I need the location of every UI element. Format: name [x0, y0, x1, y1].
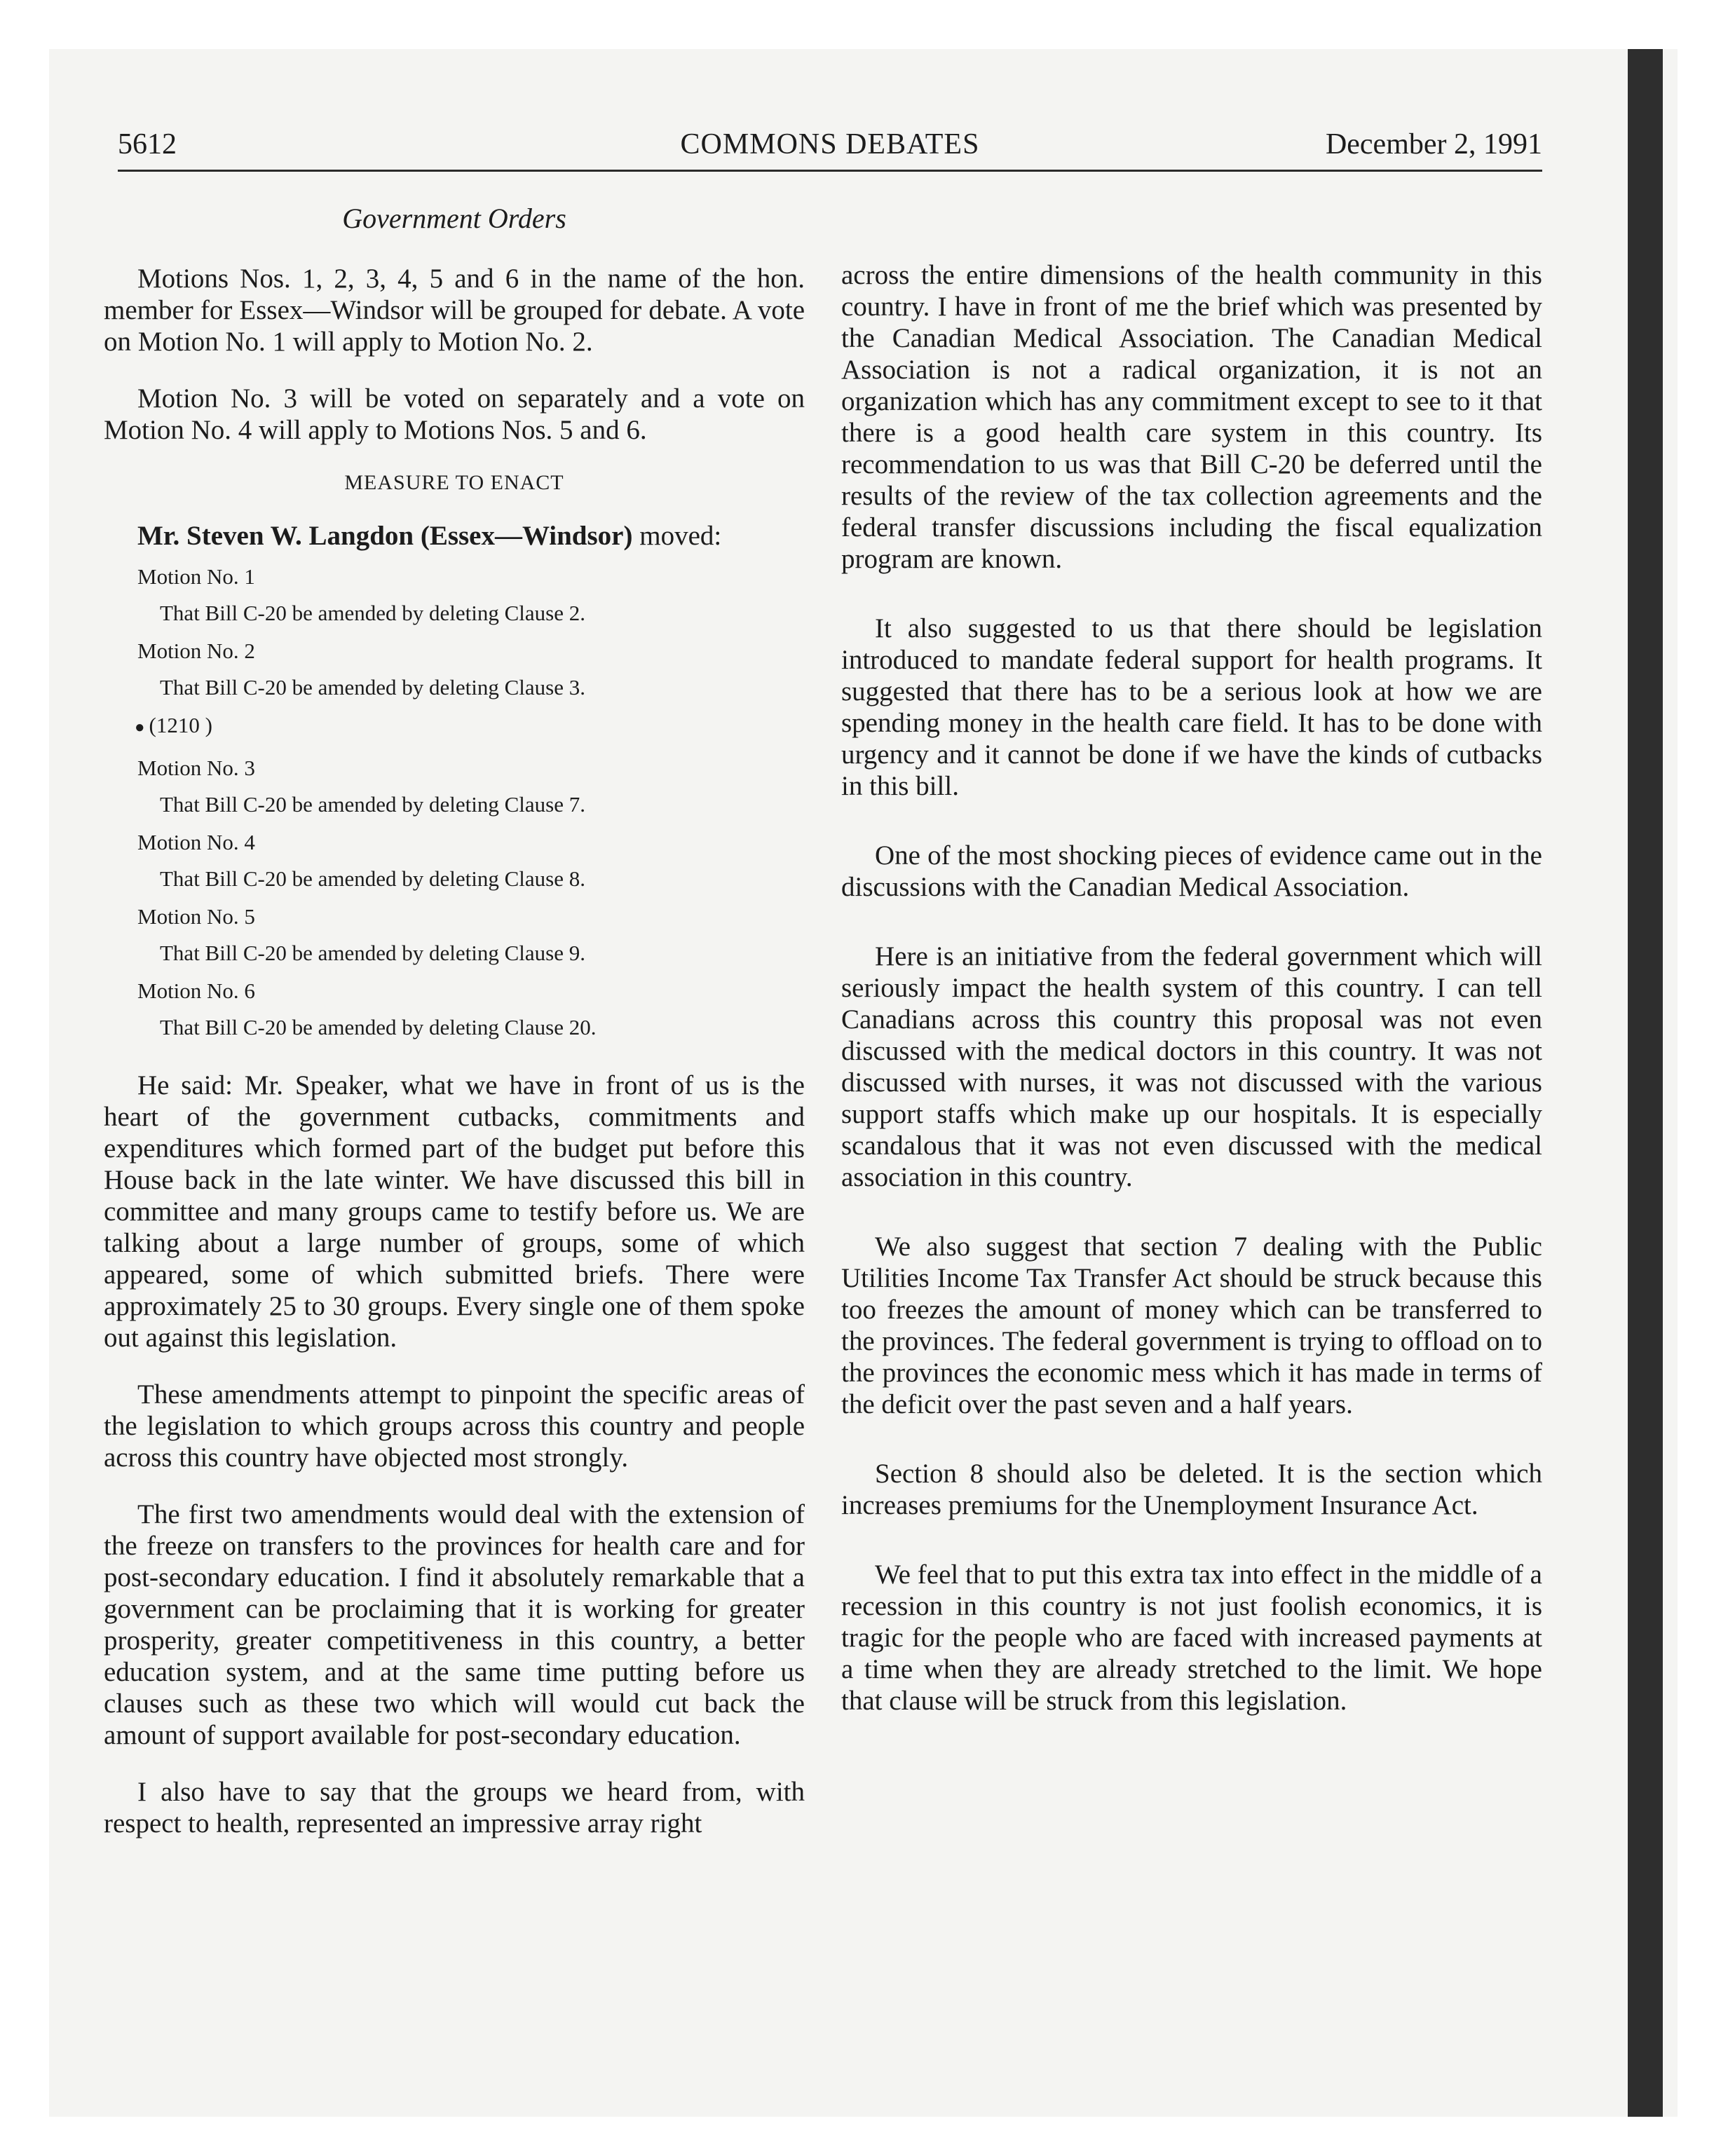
publication-date: December 2, 1991 [1325, 128, 1542, 161]
paragraph: The first two amendments would deal with the extension of the freeze on transfers to the provinces for health care and for post-secondary education. I find it absolutely remarkable that a government can be proclaiming that it is working for greater prosperity, greater competitiveness in this country, a better education system, and at the same time putting before us clauses such as these two which will would cut back the amount of support available for post-secondary education. [104, 1499, 805, 1750]
motion-text: That Bill C-20 be amended by deleting Clause 9. [160, 940, 585, 965]
page-header [118, 128, 1542, 172]
measure-heading: MEASURE TO ENACT [344, 471, 564, 494]
paragraph: Motions Nos. 1, 2, 3, 4, 5 and 6 in the name of the hon. member for Essex—Windsor will be grouped for debate. A vote on Motion No. 1 will apply to Motion No. 2. [104, 264, 805, 357]
paragraph: One of the most shocking pieces of evidence came out in the discussions with the Canadian Medical Association. [841, 840, 1542, 902]
motion-label: Motion No. 1 [137, 564, 255, 589]
motion-text: That Bill C-20 be amended by deleting Clause 7. [160, 791, 585, 817]
paragraph: Section 8 should also be deleted. It is the section which increases premiums for the Unemployment Insurance Act. [841, 1459, 1542, 1520]
paragraph: Motion No. 3 will be voted on separately and a vote on Motion No. 4 will apply to Motions Nos. 5 and 6. [104, 383, 805, 445]
motion-label: Motion No. 2 [137, 639, 255, 663]
paragraph: I also have to say that the groups we heard from, with respect to health, represented an impressive array right [104, 1776, 805, 1838]
motion-label: Motion No. 5 [137, 903, 255, 929]
motion-text: That Bill C-20 be amended by deleting Clause 2. [160, 601, 585, 625]
paragraph: We feel that to put this extra tax into effect in the middle of a recession in this country is not just foolish economics, it is tragic for the people who are faced with increased payments at a time when they are already stretched to the limit. We hope that clause will be struck from this legislation. [841, 1560, 1542, 1716]
paragraph: These amendments attempt to pinpoint the specific areas of the legislation to which groups across this country and people across this country have objected most strongly. [104, 1379, 805, 1473]
time-mark [135, 711, 805, 742]
paragraph: across the entire dimensions of the health community in this country. I have in front of me the brief which was presented by the Canadian Medical Association. The Canadian Medical Association is not a radical organization, it is not an organization which has any commitment except to see to it that there is a good health care system in this country. Its recommendation to us was that Bill C-20 be deferred until the results of the review of the tax collection agreements and the federal transfer discussions including the fiscal equalization program are known. [841, 260, 1542, 574]
right-column [841, 259, 1542, 1754]
motion-text: That Bill C-20 be amended by deleting Clause 8. [160, 866, 585, 891]
page-edge-shadow [1628, 49, 1663, 2117]
bullet-icon: ● [135, 718, 145, 737]
mover-line [137, 520, 805, 552]
motion-label: Motion No. 6 [137, 978, 255, 1003]
paragraph: He said: Mr. Speaker, what we have in front of us is the heart of the government cutbacks, commitments and expenditures which formed part of the budget put before this House back in the late winter. We have discussed this bill in committee and many groups came to testify before us. We are talking about a large number of groups, some of which appeared, some of which submitted briefs. There were approximately 25 to 30 groups. Every single one of them spoke out against this legislation. [104, 1070, 805, 1353]
motions-list [104, 563, 805, 1042]
paragraph: Here is an initiative from the federal government which will seriously impact the health system of this country. I can tell Canadians across this country this proposal was not even discussed with the medical doctors in this country. It was not discussed with nurses, it was not discussed with the various support staffs which make up our hospitals. It is especially scandalous that it was not even discussed with the medical association in this country. [841, 941, 1542, 1192]
left-column [104, 198, 805, 1864]
publication-title: COMMONS DEBATES [680, 128, 980, 161]
section-title: Government Orders [342, 203, 566, 234]
paragraph: We also suggest that section 7 dealing with the Public Utilities Income Tax Transfer Act should be struck because this too freezes the amount of money which can be transferred to the provinces. The federal government is trying to offload on to the provinces the economic mess which it has made in terms of the deficit over the past seven and a half years. [841, 1231, 1542, 1419]
mover-name: Mr. Steven W. Langdon (Essex—Windsor) [137, 521, 633, 551]
motion-label: Motion No. 4 [137, 829, 255, 854]
time-mark-text: (1210 ) [149, 713, 212, 737]
paragraph: It also suggested to us that there should be legislation introduced to mandate federal support for health programs. It suggested that there has to be a serious look at how we are spending money in the health care field. It has to be done with urgency and it cannot be done if we have the kinds of cutbacks in this bill. [841, 613, 1542, 801]
motion-text: That Bill C-20 be amended by deleting Clause 3. [160, 675, 585, 700]
page-number: 5612 [118, 128, 177, 161]
motion-label: Motion No. 3 [137, 755, 255, 780]
mover-verb: moved: [639, 521, 722, 551]
motion-text: That Bill C-20 be amended by deleting Clause 20. [160, 1014, 597, 1039]
